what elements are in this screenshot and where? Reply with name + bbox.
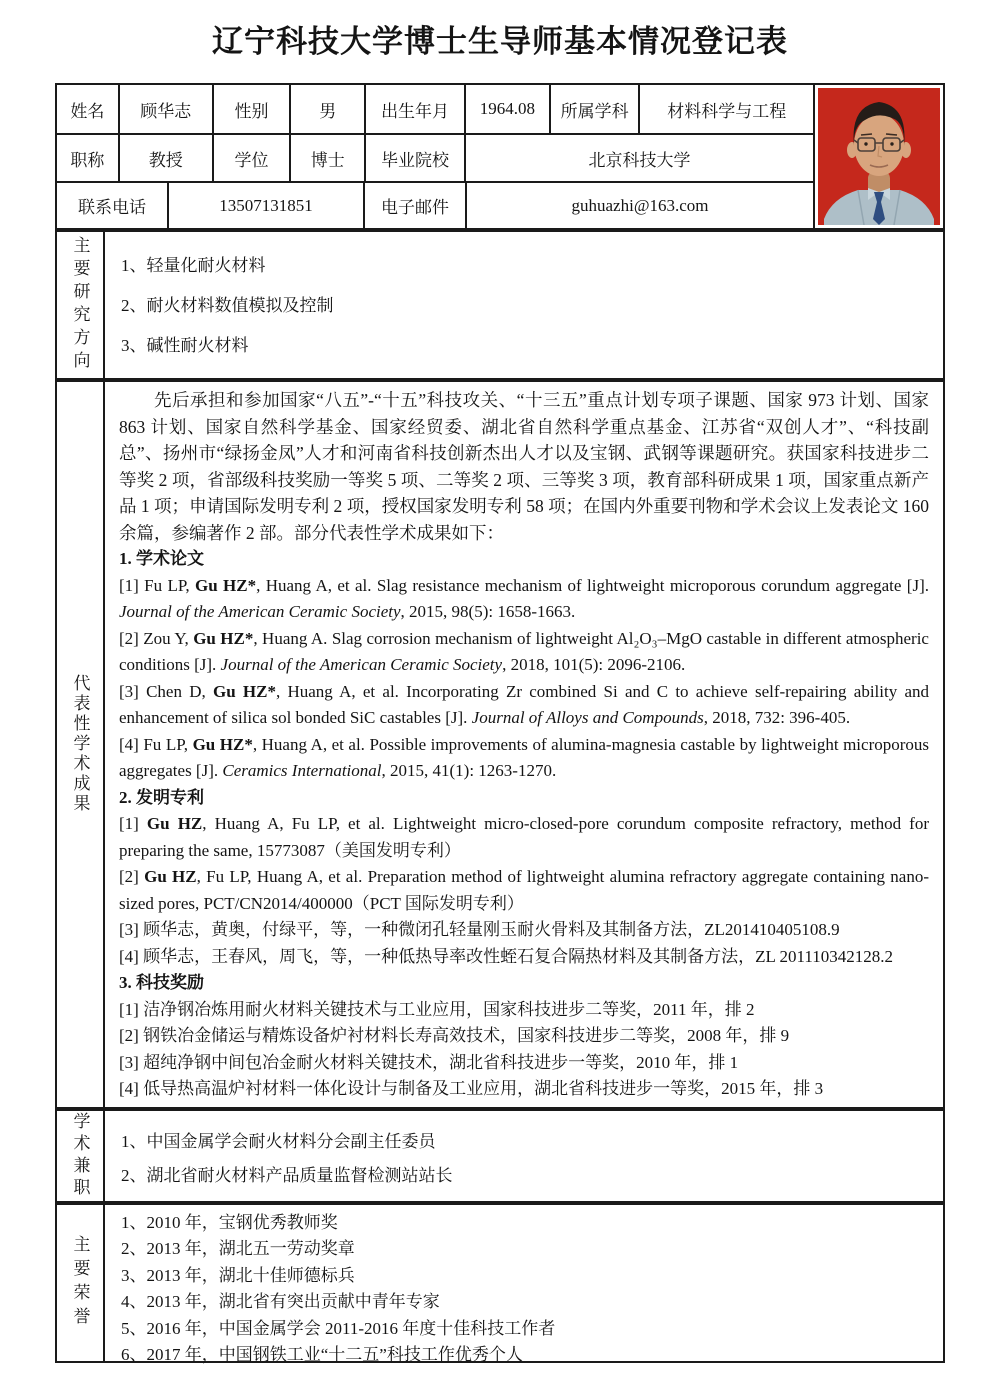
title-value: 教授 — [120, 135, 214, 181]
info-row-1 — [57, 85, 813, 135]
email-label: 电子邮件 — [365, 183, 467, 228]
patents-list — [119, 811, 929, 970]
research-section-label: 主要研究方向 — [57, 232, 105, 378]
gender-value: 男 — [291, 85, 366, 133]
degree-value: 博士 — [291, 135, 366, 181]
paper-item: [3] Chen D, Gu HZ*, Huang A, et al. Incorporating Zr combined Si and C to achieve self-repairing ability and enhancement of silica sol bonded SiC castables [J]. Journal of Alloys and Compounds, 2018, 732: 396-405. — [119, 681, 930, 727]
name-label: 姓名 — [57, 85, 120, 133]
award-item: [4] 低导热高温炉衬材料一体化设计与制备及工业应用，湖北省科技进步一等奖，2015 年，排 3 — [119, 1079, 824, 1098]
position-item: 2、湖北省耐火材料产品质量监督检测站站长 — [121, 1165, 453, 1185]
honor-item: 5、2016 年，中国金属学会 2011-2016 年度十佳科技工作者 — [121, 1318, 556, 1338]
paper-item: [2] Zou Y, Gu HZ*, Huang A. Slag corrosion mechanism of lightweight Al₂O₃–MgO castable in different atmospheric conditions [J]. Journal of the American Ceramic Society, 2018, 101(5): 2096-2106. — [119, 628, 929, 674]
papers-list — [119, 573, 929, 785]
honor-item: 1、2010 年，宝钢优秀教师奖 — [121, 1212, 338, 1232]
awards-heading: 3. 科技奖励 — [119, 973, 204, 992]
basic-info-table — [55, 83, 945, 230]
award-item: [3] 超纯净钢中间包冶金耐火材料关键技术，湖北省科技进步一等奖，2010 年，排 1 — [119, 1052, 739, 1072]
school-value: 北京科技大学 — [588, 150, 691, 170]
award-item: [2] 钢铁冶金储运与精炼设备炉衬材料长寿高效技术，国家科技进步二等奖，2008 年，排 9 — [119, 1026, 790, 1045]
school-label: 毕业院校 — [366, 135, 466, 181]
honors-list — [105, 1205, 943, 1364]
page-title: 辽宁科技大学博士生导师基本情况登记表 — [212, 24, 788, 59]
honor-item: 3、2013 年，湖北十佳师德标兵 — [121, 1265, 355, 1285]
birth-label: 出生年月 — [366, 85, 466, 133]
portrait-photo-graphic — [818, 88, 940, 225]
phone-label: 联系电话 — [57, 183, 169, 228]
birth-value: 1964.08 — [466, 85, 551, 133]
degree-label: 学位 — [214, 135, 292, 181]
info-row-3 — [57, 183, 813, 228]
honor-item: 2、2013 年，湖北五一劳动奖章 — [121, 1239, 355, 1258]
gender-label: 性别 — [214, 85, 292, 133]
positions-list — [105, 1111, 943, 1201]
patent-item: [1] Gu HZ, Huang A, Fu LP, et al. Lightweight micro-closed-pore corundum composite refractory, method for preparing the same, 15773087（美国发明专利） — [119, 814, 930, 860]
phone-value: 13507131851 — [169, 183, 365, 228]
id-photo — [815, 85, 943, 228]
research-item: 1、轻量化耐火材料 — [121, 256, 266, 275]
honor-item: 4、2013 年，湖北省有突出贡献中青年专家 — [121, 1292, 440, 1311]
research-section — [55, 230, 945, 380]
patent-item: [4] 顾华志，王春风，周飞，等，一种低热导率改性蛭石复合隔热材料及其制备方法，ZL 201110342128.2 — [119, 946, 893, 966]
email-value: guhuazhi@163.com — [571, 195, 709, 215]
name-value: 顾华志 — [120, 85, 214, 133]
honor-item: 6、2017 年，中国钢铁工业“十二五”科技工作优秀个人 — [121, 1345, 523, 1364]
research-item: 3、碱性耐火材料 — [121, 336, 249, 355]
paper-item: [1] Fu LP, Gu HZ*, Huang A, et al. Slag resistance mechanism of lightweight microporous corundum aggregate [J]. Journal of the American Ceramic Society, 2015, 98(5): 1658-1663. — [119, 575, 929, 621]
research-list — [105, 232, 943, 378]
award-item: [1] 洁净钢冶炼用耐火材料关键技术与工业应用，国家科技进步二等奖，2011 年，排 2 — [119, 999, 755, 1019]
positions-section — [55, 1109, 945, 1203]
awards-list — [119, 997, 929, 1103]
honors-section — [55, 1203, 945, 1363]
achievements-intro: 先后承担和参加国家“八五”-“十五”科技攻关、“十三五”重点计划专项子课题、国家 973 计划、国家 863 计划、国家自然科学基金、国家经贸委、湖北省自然科学重点基金、江苏省“双创人才”、“科技副总”、扬州市“绿扬金凤”人才和河南省科技创新杰出人才以及宝钢、武钢等课题研究。获国家科技进步二等奖 2 项，省部级科技奖励一等奖 5 项、二等奖 2 项、三等奖 3 项，教育部科研成果 1 项，国家重点新产品 1 项；申请国际发明专利 2 项，授权国家发明专利 58 项；在国内外重要刊物和学术会议上发表论文 160 余篇，参编著作 2 部。部分代表性学术成果如下： — [119, 390, 929, 543]
title-label: 职称 — [57, 135, 120, 181]
discipline-label: 所属学科 — [551, 85, 641, 133]
basic-info-grid — [57, 85, 815, 228]
papers-heading: 1. 学术论文 — [119, 549, 204, 568]
achievements-section-label: 代表性学术成果 — [57, 382, 105, 1107]
info-row-2 — [57, 135, 813, 183]
position-item: 1、中国金属学会耐火材料分会副主任委员 — [121, 1131, 436, 1151]
form-body — [55, 83, 945, 1363]
positions-section-label: 学术兼职 — [57, 1111, 105, 1201]
research-item: 2、耐火材料数值模拟及控制 — [121, 296, 334, 315]
patent-item: [2] Gu HZ, Fu LP, Huang A, et al. Preparation method of lightweight alumina refractory aggregate containing nano-sized pores, PCT/CN2014/400000（PCT 国际发明专利） — [119, 867, 929, 913]
achievements-content — [105, 382, 943, 1107]
paper-item: [4] Fu LP, Gu HZ*, Huang A, et al. Possible improvements of alumina-magnesia castable by lightweight microporous aggregates [J]. Ceramics International, 2015, 41(1): 1263-1270. — [119, 734, 930, 780]
patent-item: [3] 顾华志，黄奥，付绿平，等，一种微闭孔轻量刚玉耐火骨料及其制备方法，ZL201410405108.9 — [119, 920, 840, 939]
achievements-section — [55, 380, 945, 1109]
patents-heading: 2. 发明专利 — [119, 787, 204, 807]
discipline-value: 材料科学与工程 — [667, 101, 787, 121]
honors-section-label: 主要荣誉 — [57, 1205, 105, 1361]
